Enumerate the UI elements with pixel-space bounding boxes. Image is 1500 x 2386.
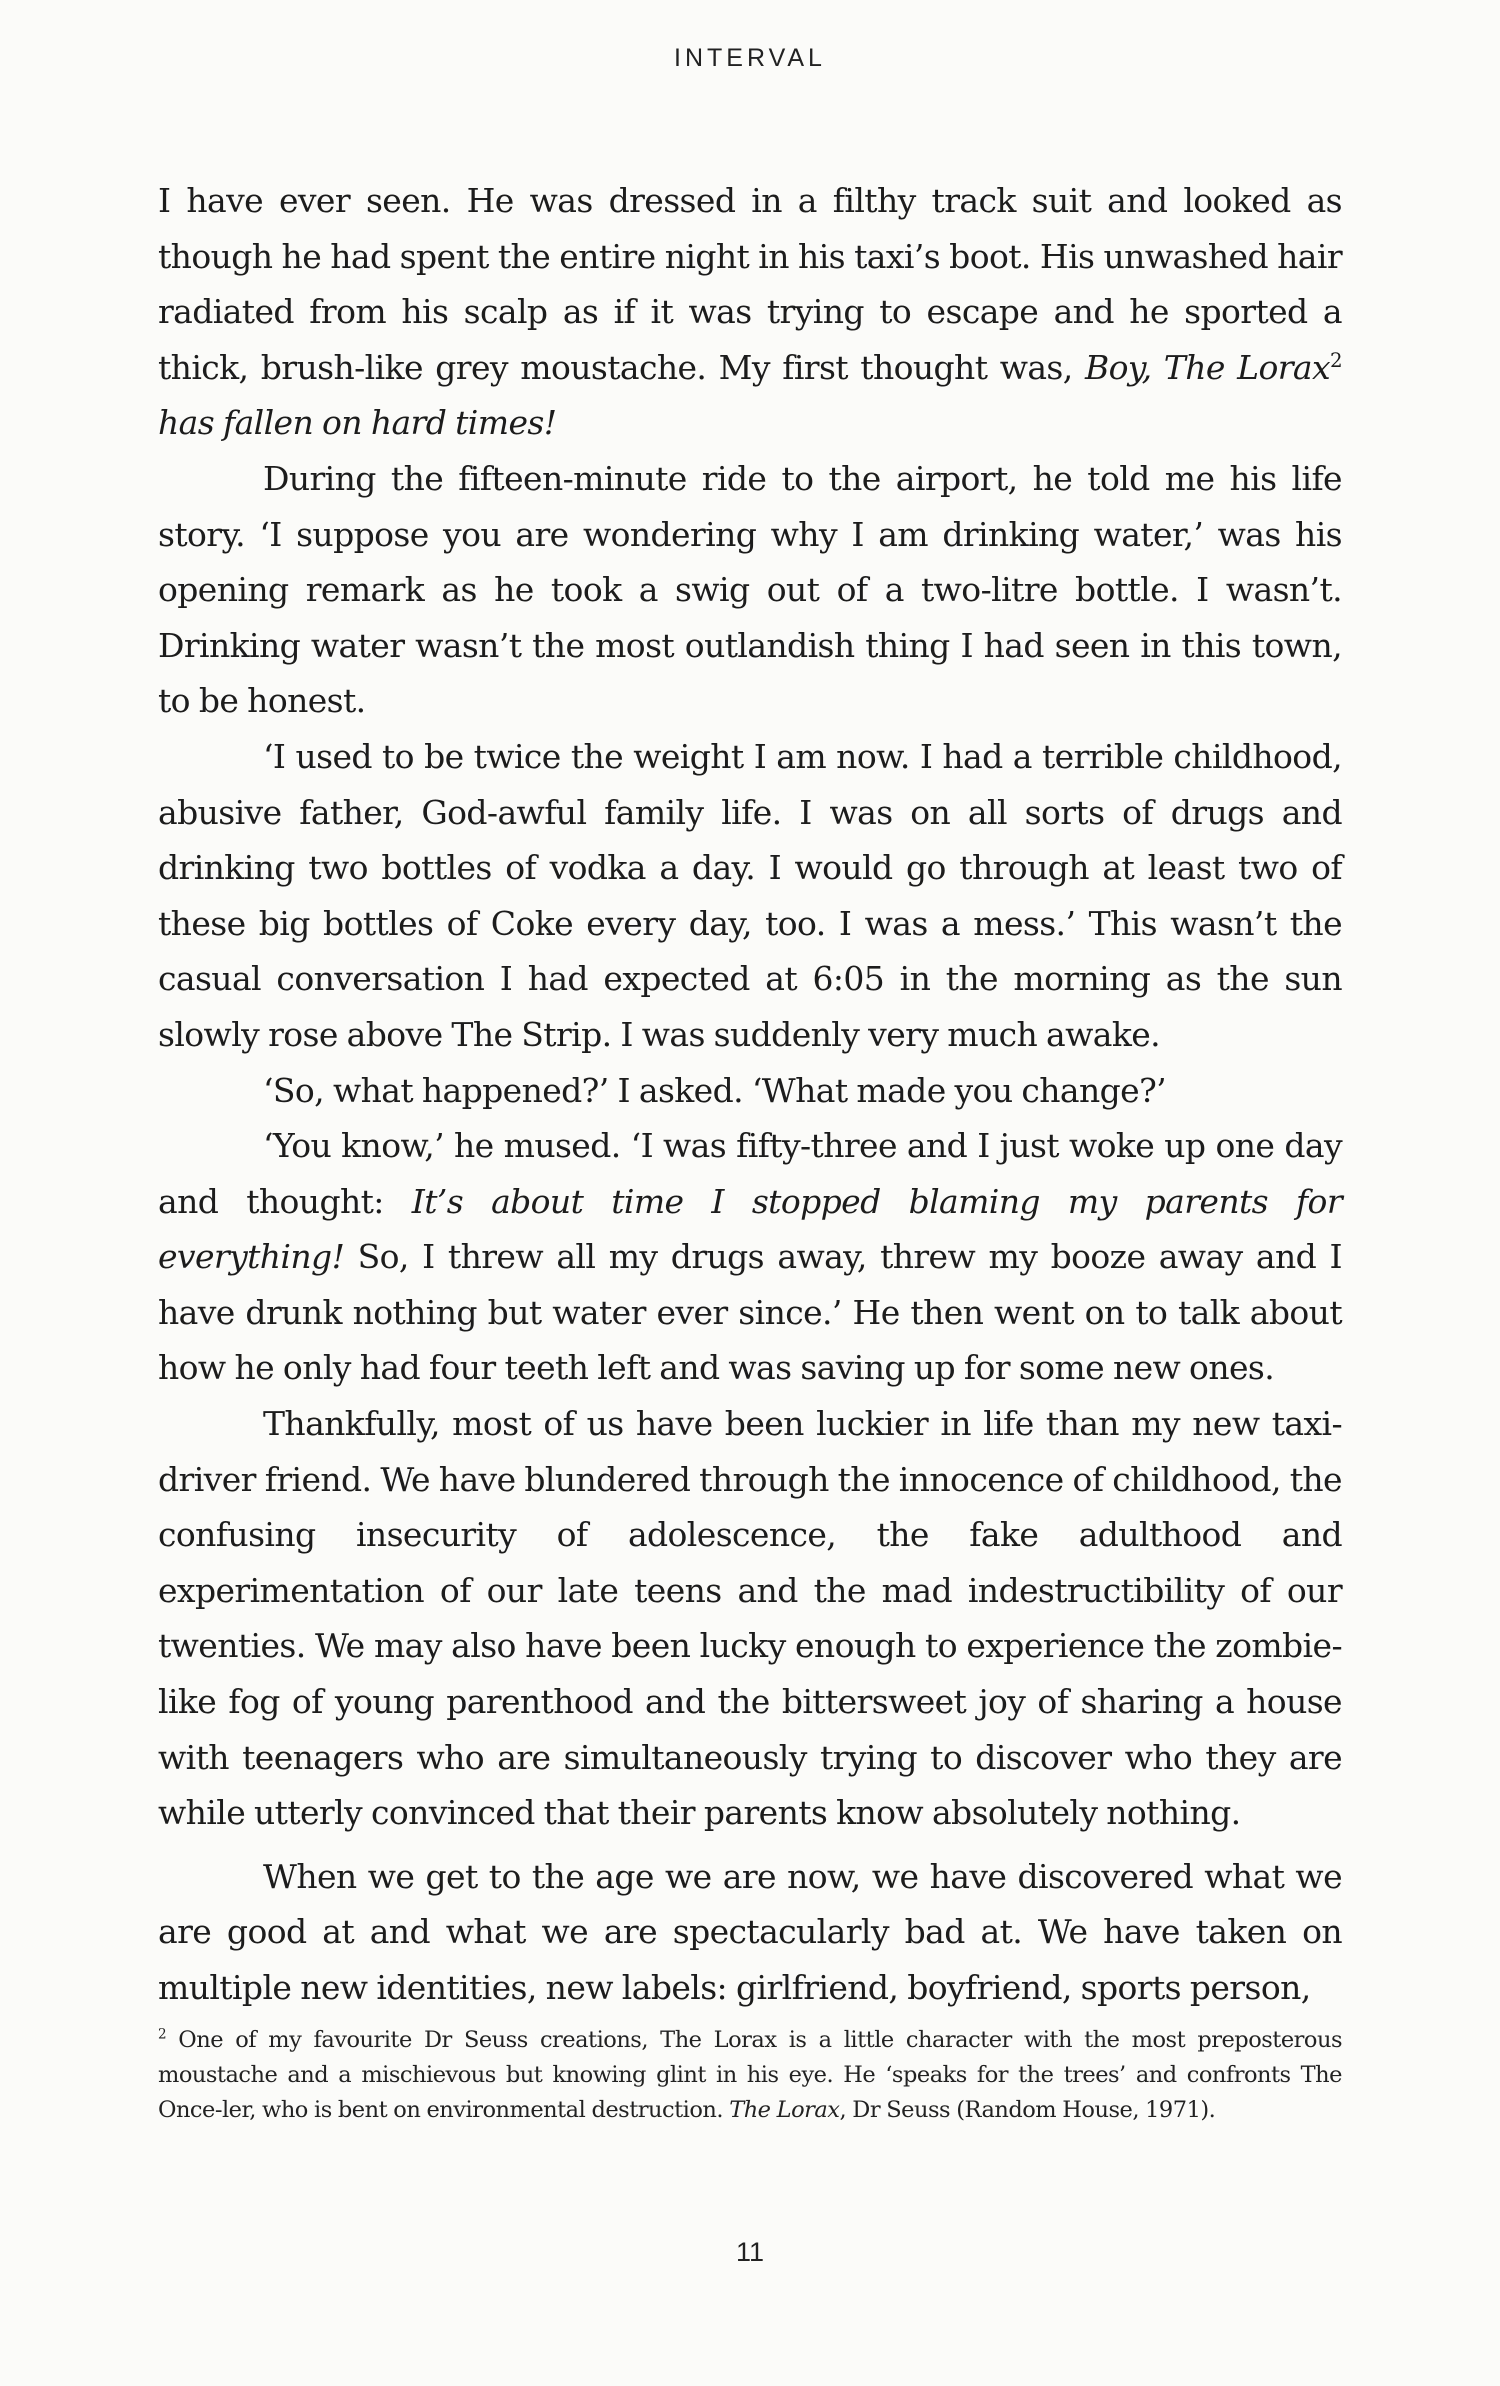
text-run: Thankfully, most of us have been luckier in life than my new taxi-driver friend. We have blundered through the innocence of childhood, the confusing insecurity of adolescence, the fake adulthood and experimentation of our late teens and the mad indestructibility of our twenties. We may also have been lucky enough to experience the zombie-like fog of young parenthood and the bittersweet joy of sharing a house with teenagers who are simultaneously trying to discover who they are while utterly convinced that their parents know absolutely nothing. xyxy=(158,1404,1342,1833)
running-head: INTERVAL xyxy=(674,44,826,72)
text-run: ‘So, what happened?’ I asked. ‘What made you change?’ xyxy=(263,1070,1167,1110)
paragraph xyxy=(158,729,1342,1063)
paragraph xyxy=(158,1396,1342,1841)
paragraph xyxy=(158,1849,1342,2016)
footnote-marker: 2 xyxy=(158,2026,167,2043)
text-run: , Dr Seuss (Random House, 1971). xyxy=(839,2097,1216,2123)
paragraph xyxy=(158,451,1342,729)
footnote xyxy=(158,2023,1342,2128)
text-run: ‘You know,’ he mused. ‘I was fifty-three and I just woke up one day and thought: xyxy=(158,1126,1342,1221)
paragraph xyxy=(158,173,1342,451)
text-run: During the fifteen-minute ride to the airport, he told me his life story. ‘I suppose you are wondering why I am drinking water,’ was his opening remark as he took a swig out of a two-litre bottle. I wasn’t. Drinking water wasn’t the most outlandish thing I had seen in this town, to be honest. xyxy=(158,458,1342,721)
text-run: One of my favourite Dr Seuss creations, The Lorax is a little character with the most preposterous moustache and a mischievous but knowing glint in his eye. He ‘speaks for the trees’ and confronts The Once-ler, who is bent on environmental destruction. xyxy=(158,2027,1342,2123)
paragraph xyxy=(158,1063,1342,1119)
footnote-marker: 2 xyxy=(1330,348,1342,372)
italic-text: has fallen on hard times! xyxy=(158,403,557,443)
italic-text: Boy, The Lorax xyxy=(1085,347,1330,387)
italic-text: It’s about time I stopped blaming my parents for everything! xyxy=(158,1181,1342,1277)
text-run: I have ever seen. He was dressed in a filthy track suit and looked as though he had spent the entire night in his taxi’s boot. His unwashed hair radiated from his scalp as if it was trying to escape and he sported a thick, brush-like grey moustache. My first thought was, xyxy=(158,181,1342,387)
text-run: When we get to the age we are now, we have discovered what we are good at and what we are spectacularly bad at. We have taken on multiple new identities, new labels: girlfriend, boyfriend, sports person, xyxy=(158,1856,1342,2007)
body-text xyxy=(158,173,1342,2016)
text-run: ‘I used to be twice the weight I am now. I had a terrible childhood, abusive father, God-awful family life. I was on all sorts of drugs and drinking two bottles of vodka a day. I would go through at least two of these big bottles of Coke every day, too. I was a mess.’ This wasn’t the casual conversation I had expected at 6:05 in the morning as the sun slowly rose above The Strip. I was suddenly very much awake. xyxy=(158,736,1342,1054)
text-run: So, I threw all my drugs away, threw my booze away and I have drunk nothing but water ever since.’ He then went on to talk about how he only had four teeth left and was saving up for some new ones. xyxy=(158,1237,1342,1388)
paragraph xyxy=(158,1118,1342,1396)
italic-text: The Lorax xyxy=(729,2097,840,2123)
page-number: 11 xyxy=(735,2237,765,2267)
